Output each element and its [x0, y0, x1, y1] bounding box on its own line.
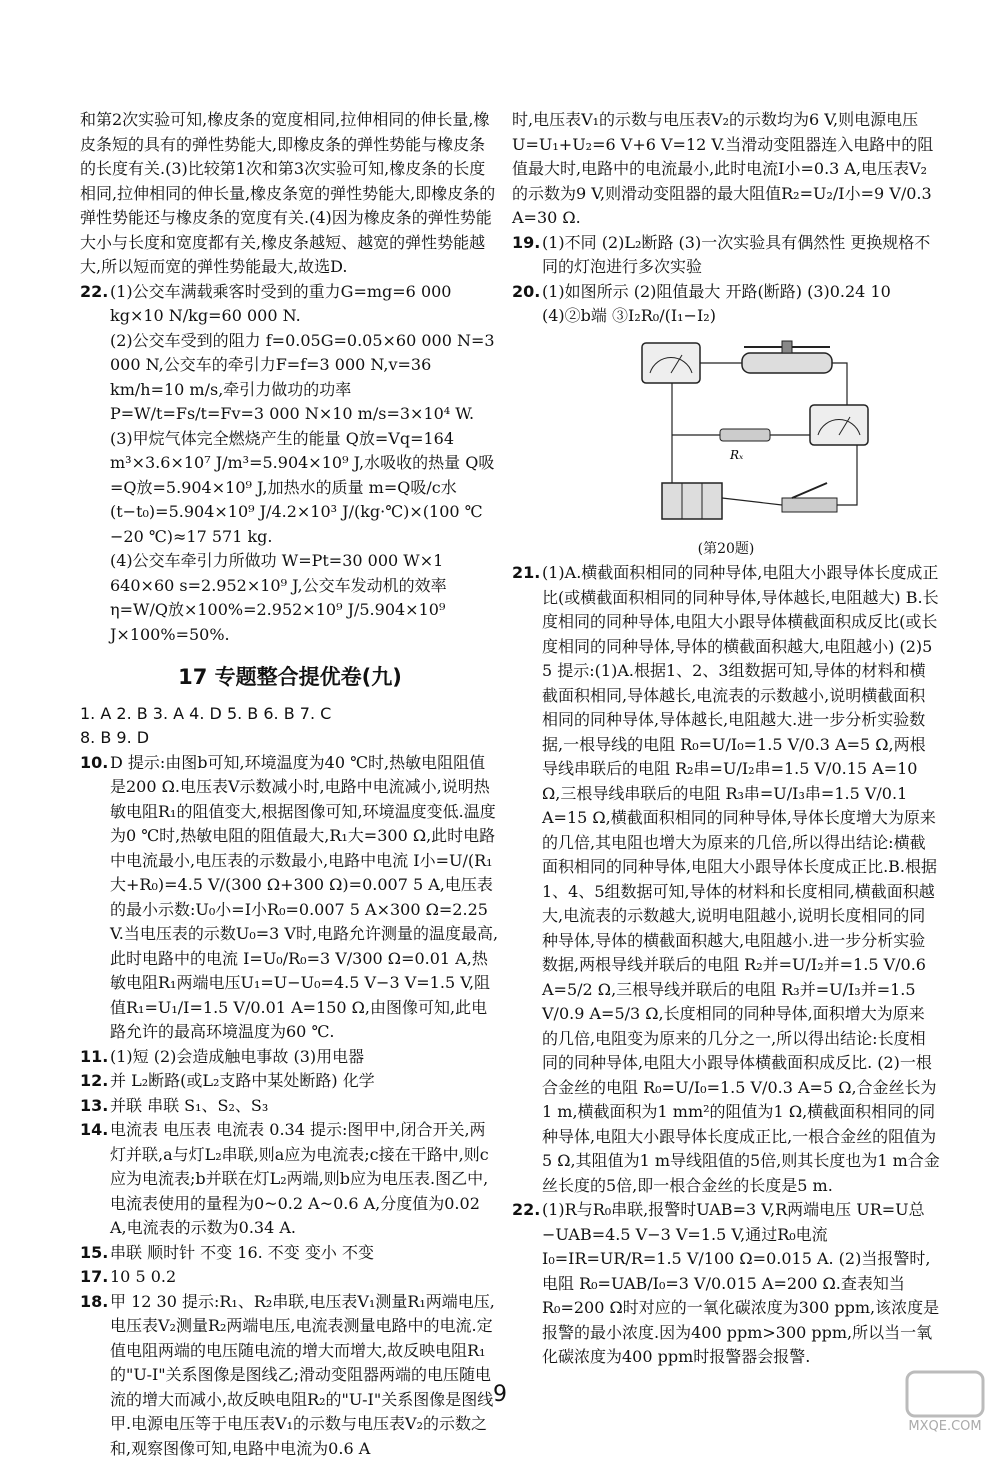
- q20-text: (1)如图所示 (2)阻值最大 开路(断路) (3)0.24 10 (4)②b端 ③I₂R₀/(I₁−I₂): [542, 280, 940, 329]
- battery-icon: [662, 483, 722, 519]
- q13-number: 13.: [80, 1094, 110, 1119]
- q18-text: 甲 12 30 提示:R₁、R₂串联,电压表V₁测量R₁两端电压,电压表V₂测量R₂两端电压,电流表测量电路中的电流.定值电阻两端的电压随电流的增大而增大,故反映电阻R₁的"U-I"关系图像是图线乙;滑动变阻器两端的电压随电流的增大而减小,故反映电阻R₂的"U-I"关系图像是图线甲.电源电压等于电压表V₁的示数与电压表V₂的示数之和,观察图像可知,电路中电流为0.6 A: [110, 1290, 500, 1461]
- q17-number: 17.: [80, 1265, 110, 1290]
- q12-text: 并 L₂断路(或L₂支路中某处断路) 化学: [110, 1069, 500, 1094]
- q13-text: 并联 串联 S₁、S₂、S₃: [110, 1094, 500, 1119]
- resistor-label: Rₓ: [729, 448, 744, 462]
- q21-answer: [512, 561, 940, 1198]
- q22-body: [110, 280, 500, 648]
- watermark-text: MXQE.COM: [908, 1419, 981, 1434]
- answers-row-2: 8. B 9. D: [80, 726, 500, 751]
- q21-text: (1)A.横截面积相同的同种导体,电阻大小跟导体长度成正比(或横截面积相同的同种导体,导体越长,电阻越大) B.长度相同的同种导体,电阻大小跟导体横截面积成反比(或长度相同的同种导体,导体的横截面积越大,电阻越小) (2)5 5 提示:(1)A.根据1、2、3组数据可知,导体的材料和横截面积相同,导体越长,电流表的示数越小,说明横截面积相同的同种导体,导体越长,电阻越大.进一步分析实验数据,一根导线的电阻 R₀=U/I₀=1.5 V/0.3 A=5 Ω,两根导线串联后的电阻 R₂串=U/I₂串=1.5 V/0.15 A=10 Ω,三根导线串联后的电阻 R₃串=U/I₃串=1.5 V/0.1 A=15 Ω,横截面积相同的同种导体,导体长度增大为原来的几倍,其电阻也增大为原来的几倍,所以得出结论:横截面积相同的同种导体,电阻大小跟导体长度成正比.B.根据1、4、5组数据可知,导体的材料和长度相同,横截面积越大,电流表的示数越大,说明电阻越小,说明长度相同的同种导体,导体的横截面积越大,电阻越小.进一步分析实验数据,两根导线并联后的电阻 R₂并=U/I₂并=1.5 V/0.6 A=5/2 Ω,三根导线并联后的电阻 R₃并=U/I₃并=1.5 V/0.9 A=5/3 Ω,长度相同的同种导体,面积增大为原来的几倍,电阻变为原来的几分之一,所以得出结论:长度相同的同种导体,电阻大小跟导体横截面积成反比. (2)一根合金丝的电阻 R₀=U/I₀=1.5 V/0.3 A=5 Ω,合金丝长为1 m,横截面积为1 mm²的阻值为1 Ω,横截面积相同的同种导体,电阻大小跟导体长度成正比,一根合金丝的阻值为5 Ω,其阻值为1 m导线阻值的5倍,则其长度也为1 m合金丝长度的5倍,即一根合金丝的长度是5 m.: [542, 561, 940, 1198]
- q14-text: 电流表 电压表 电流表 0.34 提示:图甲中,闭合开关,两灯并联,a与灯L₂串联,则a应为电流表;c接在干路中,则c应为电流表;b并联在灯L₂两端,则b应为电压表.图乙中,电流表使用的量程为0~0.2 A~0.6 A,分度值为0.02 A,电流表的示数为0.34 A.: [110, 1118, 500, 1241]
- q22b-answer: [512, 1198, 940, 1370]
- q22-line-2: (2)公交车受到的阻力 f=0.05G=0.05×60 000 N=3 000 N,公交车的牵引力F=f=3 000 N,v=36 km/h=10 m/s,牵引力做功的功率 P=W/t=Fs/t=Fv=3 000 N×10 m/s=3×10⁴ W.: [110, 329, 500, 427]
- q12-number: 12.: [80, 1069, 110, 1094]
- q17-answer: [80, 1265, 500, 1290]
- switch-icon: [782, 483, 837, 512]
- q12-answer: [80, 1069, 500, 1094]
- q13-answer: [80, 1094, 500, 1119]
- q14-number: 14.: [80, 1118, 110, 1241]
- q22-line-4: (4)公交车牵引力所做功 W=Pt=30 000 W×1 640×60 s=2.952×10⁹ J,公交车发动机的效率 η=W/Q放×100%=2.952×10⁹ J/5.904×10⁹ J×100%=50%.: [110, 549, 500, 647]
- q15-number: 15.: [80, 1241, 110, 1266]
- page-number: 9: [0, 1382, 1000, 1407]
- watermark-logo: [905, 1370, 985, 1436]
- q20-number: 20.: [512, 280, 542, 329]
- q11-text: (1)短 (2)会造成触电事故 (3)用电器: [110, 1045, 500, 1070]
- q10-text: D 提示:由图b可知,环境温度为40 ℃时,热敏电阻阻值是200 Ω.电压表V示数减小时,电路中电流减小,说明热敏电阻R₁的阻值变大,根据图像可知,环境温度变低.温度为0 ℃时,热敏电阻的阻值最大,R₁大=300 Ω,此时电路中电流最小,电压表的示数最小,电路中电流 I小=U/(R₁大+R₀)=4.5 V/(300 Ω+300 Ω)=0.007 5 A,电压表的最小示数:U₀小=I小R₀=0.007 5 A×300 Ω=2.25 V.当电压表的示数U₀=3 V时,电路允许测量的温度最高,此时电路中的电流 I=U₀/R₀=3 V/300 Ω=0.01 A,热敏电阻R₁两端电压U₁=U−U₀=4.5 V−3 V=1.5 V,阻值R₁=U₁/I=1.5 V/0.01 A=150 Ω,由图像可知,此电路允许的最高环境温度为60 ℃.: [110, 751, 500, 1045]
- q21-continuation: 和第2次实验可知,橡皮条的宽度相同,拉伸相同的伸长量,橡皮条短的具有的弹性势能大,即橡皮条的弹性势能与橡皮条的长度有关.(3)比较第1次和第3次实验可知,橡皮条的长度相同,拉伸相同的伸长量,橡皮条宽的弹性势能大,即橡皮条的弹性势能还与橡皮条的宽度有关.(4)因为橡皮条的弹性势能大小与长度和宽度都有关,橡皮条越短、越宽的弹性势能越大,所以短而宽的弹性势能最大,故选D.: [80, 108, 500, 280]
- q14-answer: [80, 1118, 500, 1241]
- q17-text: 10 5 0.2: [110, 1265, 500, 1290]
- ammeter-icon: [642, 343, 700, 383]
- q19-number: 19.: [512, 231, 542, 280]
- resistor-icon: [720, 429, 770, 441]
- figure-caption: (第20题): [512, 537, 940, 562]
- voltmeter-icon: [810, 405, 868, 445]
- q22b-number: 22.: [512, 1198, 542, 1370]
- q15-answer: [80, 1241, 500, 1266]
- q18-continuation: 时,电压表V₁的示数与电压表V₂的示数均为6 V,则电源电压U=U₁+U₂=6 V+6 V=12 V.当滑动变阻器连入电路中的阻值最大时,电路中的电流最小,此时电流I小=0.3 A,电压表V₂的示数为9 V,则滑动变阻器的最大阻值R₂=U₂/I小=9 V/0.3 A=30 Ω.: [512, 108, 940, 231]
- section-title: 17 专题整合提优卷(九): [80, 665, 500, 690]
- q10-answer: [80, 751, 500, 1045]
- answers-row-1: 1. A 2. B 3. A 4. D 5. B 6. B 7. C: [80, 702, 500, 727]
- q22-line-1: (1)公交车满载乘客时受到的重力G=mg=6 000 kg×10 N/kg=60 000 N.: [110, 280, 500, 329]
- q11-answer: [80, 1045, 500, 1070]
- q18-answer: [80, 1290, 500, 1461]
- q19-text: (1)不同 (2)L₂断路 (3)一次实验具有偶然性 更换规格不同的灯泡进行多次实验: [542, 231, 940, 280]
- q22b-text: (1)R与R₀串联,报警时UAB=3 V,R两端电压 UR=U总−UAB=4.5 V−3 V=1.5 V,通过R₀电流 I₀=IR=UR/R=1.5 V/100 Ω=0.015 A. (2)当报警时,电阻 R₀=UAB/I₀=3 V/0.015 A=200 Ω.查表知当R₀=200 Ω时对应的一氧化碳浓度为300 ppm,该浓度是报警的最小浓度.因为400 ppm>300 ppm,所以当一氧化碳浓度为400 ppm时报警器会报警.: [542, 1198, 940, 1370]
- q15-text: 串联 顺时针 不变 16. 不变 变小 不变: [110, 1241, 500, 1266]
- q22-answer: [80, 280, 500, 648]
- q11-number: 11.: [80, 1045, 110, 1070]
- circuit-figure: [632, 333, 882, 533]
- rheostat-icon: [742, 341, 832, 373]
- q10-number: 10.: [80, 751, 110, 1045]
- q18-number: 18.: [80, 1290, 110, 1461]
- right-column: [512, 108, 940, 1370]
- left-column: [80, 108, 500, 1461]
- circuit-diagram: [632, 333, 882, 533]
- q22-line-3: (3)甲烷气体完全燃烧产生的能量 Q放=Vq=164 m³×3.6×10⁷ J/m³=5.904×10⁹ J,水吸收的热量 Q吸=Q放=5.904×10⁹ J,加热水的质量 m=Q吸/c水(t−t₀)=5.904×10⁹ J/4.2×10³ J/(kg·℃)×(100 ℃−20 ℃)≈17 571 kg.: [110, 427, 500, 550]
- q21-number: 21.: [512, 561, 542, 1198]
- q22-number: 22.: [80, 280, 110, 648]
- q19-answer: [512, 231, 940, 280]
- q20-answer: [512, 280, 940, 329]
